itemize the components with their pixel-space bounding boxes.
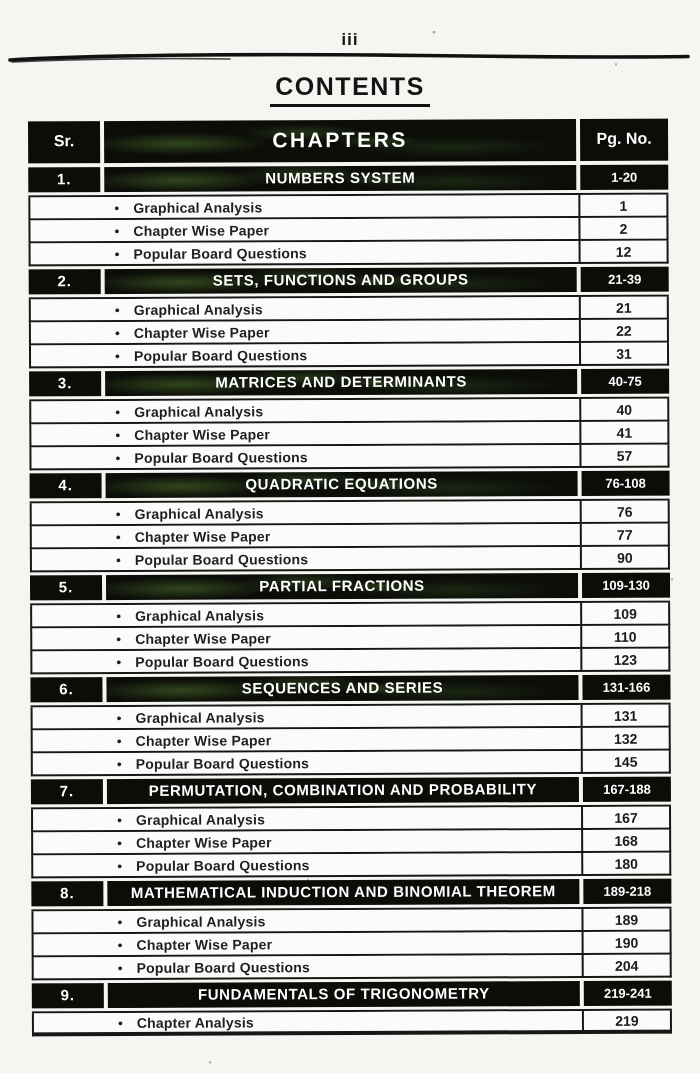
toc-item-row	[30, 603, 670, 629]
item-main	[32, 501, 580, 524]
chapter-block	[28, 165, 668, 267]
item-label: Chapter Wise Paper	[134, 425, 271, 443]
chapter-block	[31, 879, 671, 981]
chapter-block	[29, 267, 669, 369]
item-main	[32, 603, 580, 626]
chapter-block	[30, 573, 670, 675]
bullet-icon: •	[115, 449, 121, 466]
item-page: 132	[581, 728, 669, 749]
chapter-number: 5.	[30, 575, 102, 600]
item-label: Chapter Analysis	[136, 1013, 254, 1031]
item-main	[33, 751, 581, 774]
chapter-title: MATHEMATICAL INDUCTION AND BINOMIAL THEOREM	[107, 879, 579, 906]
item-page: 1	[578, 195, 666, 216]
item-label: Graphical Analysis	[134, 402, 264, 420]
chapters-container	[28, 165, 672, 1037]
toc-item-row	[31, 807, 671, 833]
item-main	[31, 241, 579, 264]
chapter-page-range: 219-241	[584, 981, 672, 1006]
chapter-title: FUNDAMENTALS OF TRIGONOMETRY	[108, 981, 580, 1008]
chapter-number: 8.	[31, 881, 103, 906]
toc-item-row	[32, 1011, 672, 1037]
toc-item-row	[29, 399, 669, 425]
bullet-icon: •	[117, 936, 123, 953]
toc-item-row	[31, 830, 671, 856]
bullet-icon: •	[117, 959, 123, 976]
chapter-number: 6.	[30, 677, 102, 702]
item-label: Graphical Analysis	[135, 810, 266, 828]
chapter-page-range: 1-20	[580, 165, 668, 190]
item-page: 123	[580, 649, 668, 670]
item-main	[33, 807, 581, 830]
item-label: Graphical Analysis	[133, 300, 263, 318]
item-main	[33, 830, 581, 853]
chapter-number: 4.	[30, 473, 102, 498]
bullet-icon: •	[116, 607, 122, 624]
bullet-icon: •	[114, 245, 120, 262]
item-label: Popular Board Questions	[134, 550, 309, 568]
item-main	[34, 1011, 582, 1032]
item-label: Chapter Wise Paper	[133, 323, 270, 341]
chapter-title-row	[30, 675, 670, 703]
toc-item-row	[31, 751, 671, 777]
toc-item-row	[30, 501, 670, 527]
chapter-number: 2.	[29, 269, 101, 294]
header-sr: Sr.	[28, 121, 100, 163]
item-label: Chapter Wise Paper	[135, 731, 272, 749]
toc-item-row	[31, 909, 671, 935]
item-page: 219	[582, 1011, 670, 1030]
toc-item-row	[30, 626, 670, 652]
item-label: Popular Board Questions	[133, 244, 307, 262]
chapter-page-range: 40-75	[581, 369, 669, 394]
item-label: Popular Board Questions	[136, 958, 311, 976]
item-label: Chapter Wise Paper	[133, 221, 270, 239]
item-main	[30, 218, 578, 241]
toc-item-row	[28, 195, 668, 221]
chapter-page-range: 109-130	[582, 573, 670, 598]
chapter-items	[32, 1009, 672, 1037]
chapter-items	[31, 907, 671, 981]
bullet-icon: •	[117, 913, 123, 930]
bullet-icon: •	[114, 199, 120, 216]
item-main	[31, 297, 579, 320]
bullet-icon: •	[115, 426, 121, 443]
chapter-items	[29, 397, 669, 471]
bullet-icon: •	[117, 811, 122, 828]
chapter-block	[32, 981, 672, 1037]
item-page: 41	[579, 422, 667, 443]
chapter-title-row	[29, 267, 669, 295]
item-main	[31, 445, 579, 468]
item-page: 190	[582, 932, 670, 953]
item-main	[34, 955, 582, 978]
contents-table	[28, 119, 672, 1037]
item-main	[33, 909, 581, 932]
horizontal-rule	[0, 51, 700, 63]
item-page: 204	[582, 955, 670, 976]
item-main	[31, 399, 579, 422]
chapter-title: SEQUENCES AND SERIES	[106, 675, 578, 702]
item-page: 90	[580, 547, 668, 568]
item-main	[33, 728, 581, 751]
bullet-icon: •	[117, 857, 123, 874]
item-page: 21	[579, 297, 667, 318]
chapter-items	[30, 499, 670, 573]
item-page: 22	[579, 320, 667, 341]
item-main	[32, 547, 580, 570]
bullet-icon: •	[116, 630, 122, 647]
item-page: 2	[578, 218, 666, 239]
item-label: Graphical Analysis	[136, 912, 266, 930]
bullet-icon: •	[115, 551, 121, 568]
item-page: 131	[581, 705, 669, 726]
item-label: Popular Board Questions	[133, 346, 308, 364]
chapter-page-range: 167-188	[583, 777, 671, 802]
item-label: Popular Board Questions	[135, 652, 309, 670]
item-page: 12	[579, 241, 667, 262]
item-main	[31, 320, 579, 343]
page-number: iii	[341, 30, 359, 49]
toc-item-row	[32, 932, 672, 958]
chapter-title: SETS, FUNCTIONS AND GROUPS	[105, 267, 577, 294]
item-label: Graphical Analysis	[135, 606, 265, 624]
bullet-icon: •	[114, 222, 120, 239]
item-main	[33, 853, 581, 876]
bullet-icon: •	[116, 653, 122, 670]
chapter-block	[31, 777, 671, 879]
item-label: Popular Board Questions	[135, 754, 310, 772]
chapter-number: 9.	[32, 983, 104, 1008]
toc-item-row	[29, 297, 669, 323]
chapter-title-row	[28, 165, 668, 193]
chapter-page-range: 131-166	[582, 675, 670, 700]
item-label: Chapter Wise Paper	[135, 629, 271, 647]
item-page: 31	[579, 343, 667, 364]
item-label: Graphical Analysis	[133, 198, 263, 216]
chapter-title-row	[29, 369, 669, 397]
bullet-icon: •	[116, 732, 122, 749]
item-page: 77	[580, 524, 668, 545]
bullet-icon: •	[115, 505, 121, 522]
item-page: 109	[580, 603, 668, 624]
page-title: CONTENTS	[270, 73, 430, 107]
item-main	[33, 705, 581, 728]
item-page: 167	[581, 807, 669, 828]
chapter-block	[29, 369, 669, 471]
toc-item-row	[31, 705, 671, 731]
toc-item-row	[32, 955, 672, 981]
bullet-icon: •	[114, 347, 120, 364]
item-page: 145	[581, 751, 669, 772]
item-page: 40	[579, 399, 667, 420]
chapter-number: 1.	[28, 167, 100, 192]
chapter-items	[28, 193, 668, 267]
title-wrap	[0, 73, 700, 107]
toc-item-row	[31, 728, 671, 754]
item-main	[31, 343, 579, 366]
toc-item-row	[29, 343, 669, 369]
chapter-block	[30, 675, 670, 777]
chapter-title-row	[30, 471, 670, 499]
header-pg-no: Pg. No.	[580, 119, 668, 161]
item-main	[31, 422, 579, 445]
item-label: Graphical Analysis	[135, 708, 265, 726]
bullet-icon: •	[115, 528, 121, 545]
chapter-title: PARTIAL FRACTIONS	[106, 573, 578, 600]
toc-item-row	[28, 218, 668, 244]
toc-item-row	[29, 241, 669, 267]
chapter-title-row	[31, 879, 671, 907]
bullet-icon: •	[114, 301, 120, 318]
item-main	[32, 524, 580, 547]
bullet-icon: •	[116, 755, 122, 772]
bullet-icon: •	[114, 324, 120, 341]
item-page: 76	[580, 501, 668, 522]
chapter-title: QUADRATIC EQUATIONS	[106, 471, 578, 498]
chapter-items	[30, 601, 670, 675]
item-label: Popular Board Questions	[136, 856, 310, 874]
item-main	[32, 649, 580, 672]
chapter-title-row	[30, 573, 670, 601]
item-page: 189	[581, 909, 669, 930]
toc-item-row	[29, 422, 669, 448]
bullet-icon: •	[115, 403, 121, 420]
chapter-title: PERMUTATION, COMBINATION AND PROBABILITY	[107, 777, 579, 804]
item-label: Chapter Wise Paper	[136, 833, 272, 851]
toc-item-row	[30, 649, 670, 675]
bullet-icon: •	[117, 1014, 123, 1031]
item-page: 180	[581, 853, 669, 874]
item-label: Popular Board Questions	[134, 448, 308, 466]
toc-item-row	[29, 445, 669, 471]
chapter-items	[31, 703, 671, 777]
bullet-icon: •	[117, 834, 123, 851]
chapter-title-row	[32, 981, 672, 1009]
chapter-items	[29, 295, 669, 369]
chapter-number: 7.	[31, 779, 103, 804]
chapter-items	[31, 805, 671, 879]
item-label: Graphical Analysis	[134, 504, 264, 522]
chapter-title-row	[31, 777, 671, 805]
item-main	[34, 932, 582, 955]
chapter-block	[30, 471, 670, 573]
chapter-page-range: 189-218	[583, 879, 671, 904]
chapter-page-range: 21-39	[581, 267, 669, 292]
item-page: 168	[581, 830, 669, 851]
toc-item-row	[30, 547, 670, 573]
bullet-icon: •	[116, 709, 122, 726]
header-chapters: CHAPTERS	[104, 119, 576, 163]
toc-item-row	[31, 853, 671, 879]
item-label: Chapter Wise Paper	[134, 527, 271, 545]
chapter-page-range: 76-108	[582, 471, 670, 496]
toc-item-row	[30, 524, 670, 550]
chapter-number: 3.	[29, 371, 101, 396]
table-header-row	[28, 119, 668, 164]
item-label: Chapter Wise Paper	[136, 935, 273, 953]
toc-item-row	[29, 320, 669, 346]
item-page: 110	[580, 626, 668, 647]
chapter-title: NUMBERS SYSTEM	[104, 165, 576, 192]
item-page: 57	[579, 445, 667, 466]
item-main	[32, 626, 580, 649]
chapter-title: MATRICES AND DETERMINANTS	[105, 369, 577, 396]
item-main	[30, 195, 578, 218]
